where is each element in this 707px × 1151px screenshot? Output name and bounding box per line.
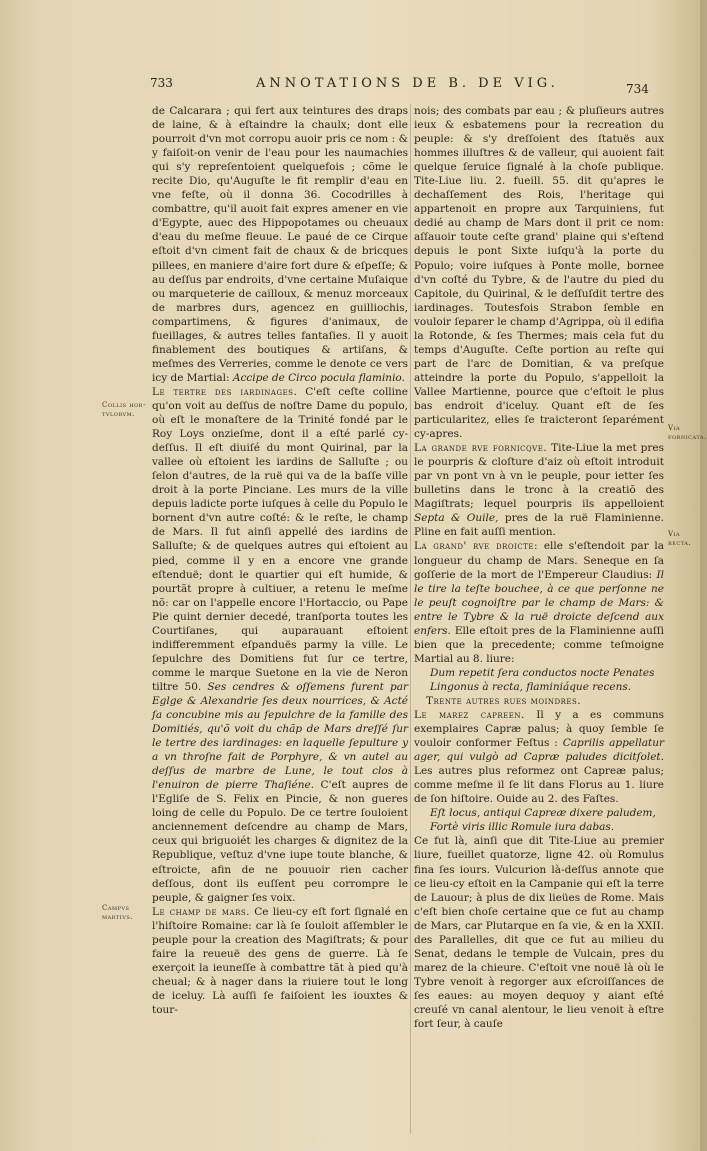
text-marez: Il y a es communs exemplaires Capræ palus; à quoy ſemble ſe vouloir conformer Feſtus : [414, 709, 664, 750]
quote-seneque: Il le tire la teſte bouchee, à ce que perſonne ne le peuſt cognoiſtre par le champ de Mars: & entre le Tybre & la ruë droicte deſcend aux enfers. [414, 568, 664, 637]
verse-martial-1: Dum repetit ſera conductos nocte Penates [430, 666, 655, 679]
text-romulus: Ce fut là, ainſi que dit Tite-Liue au premier liure, fueillet quatorze, ligne 42. où Romulus fina ſes iours. Vulcurion là-deſſus annote que ce lieu-cy eſtoit en la Campanie qui eſt la terre de Lauour; à plus de dix lieües de Rome. Mais c'eſt bien choſe certaine que ce fut au champ de Mars, car Plutarque en ſa vie, & en la XXII. des Parallelles, dit que ce fut au milieu du Senat, dedans le temple de Vulcain, pres du marez de la chieure. C'eſtoit vne nouë là où le Tybre venoit à regorger aux eſcroiſſances de ſes eaues: au moyen dequoy y aiant eſté creuſé vn canal alentour, le lieu venoit à eſtre fort ſeur, à cauſe [414, 835, 664, 1031]
paragraph-tertre [152, 385, 408, 905]
text-felix: C'eſt aupres de l'Egliſe de S. Felix en Pincie, & non gueres loing de celle du Populo. De ce tertre ſouloient anciennement deſcendre au champ de Mars, ceux qui briguoiét les charges & dignitez de la Republique, veſtuz d'vne iupe toute blanche, & eſtroicte, afin de ne pouuoir rien cacher deſſous, dont ils euſſent peu corrompre le peuple, & gaigner ſes voix. [152, 779, 408, 904]
page-header [0, 76, 700, 98]
verse-martial-2: Lingonus à recta, flaminiáque recens. [430, 680, 632, 693]
paragraph-ieux [414, 104, 664, 441]
heading-rue-fornique: La grande rve fornicqve. [414, 442, 548, 455]
text-rue-fornique-end: pres de la ruë Flaminienne. Pline en fait auſſi mention. [414, 512, 665, 539]
heading-champ-de-mars: Le champ de mars. [152, 905, 251, 918]
quote-suetone: Ses cendres & oſſemens furent par Eglge & Alexandrie ſes deux nourrices, & Acté ſa concubine mis au ſepulchre de la famille des Domitiés, qu'õ voit du chãp de Mars dreſſé ſur le tertre des iardinages: en laquelle ſepulture y a vn throſne fait de Porphyre, & vn autel au deſſus de marbre de Lune, le tout clos à l'enuiron de pierre Thaſiéne. [152, 680, 408, 792]
margin-note-collis-hortulorum: Collis hor- tvlorvm. [102, 401, 146, 418]
text-rue-fornique: Tite-Liue la met pres le pourpris & cloſture d'aiz où eſtoit introduit par vn pont vn à vn le peuple, pour ietter ſes bulletins dans le tronc à la creatiõ des Magiſtrats; lequel pourpris ils appelloient [414, 442, 664, 511]
text-circus: de Calcarara ; qui fert aux teintures des draps de laine, & à eſtaindre la chaulx; dont elle pourroit d'vn mot corropu auoir pris ce nom : & y faiſoit-on venir de l'eau pour les naumachies qui s'y repreſentoient quelquefois ; cõme le recite Dio, qu'Auguſte le fit remplir d'eau en vne feſte, où il donna 36. Cocodrilles à combattre, qu'il auoit fait expres amener en vie d'Egypte, auec des Hippopotames ou cheuaux d'eau du meſme fleuue. Le paué de ce Cirque eſtoit d'vn ciment fait de chaux & de bricques pillees, en maniere d'aire fort dure & eſpeſſe; & au deſſus par endroits, d'vne certaine Muſaique ou marqueterie de cailloux, & menuz morceaux de marbres durs, agencez en guilliochis, compartimens, & figures d'animaux, de fueillages, & autres telles fantaſies. Il y auoit finablement des boutiques & artiſans, & meſmes des Verreries, comme le denote ce vers icy de Martial: [152, 105, 408, 384]
margin-note-via-recta: Via recta. [668, 530, 692, 547]
text-marez-end: Les autres plus reformez ont Capreæ palus; comme meſme il ſe lit dans Florus au 1. liure de ſon hiſtoire. Ouide au 2. des Faſtes. [414, 765, 664, 806]
running-title: ANNOTATIONS DE B. DE VIG. [256, 76, 559, 91]
term-septa: Septa & Ouile, [414, 512, 499, 525]
heading-tertre: Le tertre des iardinages. [152, 385, 298, 398]
text-rue-droicte: elle s'eſtendoit par la longueur du champ de Mars. Seneque en ſa goſſerie de la mort de l'Empereur Claudius: [414, 540, 665, 581]
paragraph-circus [152, 104, 408, 385]
right-column [414, 104, 664, 1134]
paragraph-trente-rues: Trente autres rues moindres. [426, 694, 582, 707]
paragraph-rue-droicte [414, 539, 664, 665]
verse-ouide-1: Eſt locus, antiqui Capreæ dixere paludem, [430, 807, 656, 820]
text-ieux: nois; des combats par eau ; & pluſieurs autres ieux & esbatemens pour la recreation du peuple: & s'y dreſſoient des ſtatuës aux hommes illuſtres & de valleur, qui auoient fait quelque ſeruice ſignalé à la choſe publique. Tite-Liue liu. 2. fueill. 55. dit qu'apres le dechaſſement des Rois, l'heritage qui appartenoit en propre aux Tarquiniens, fut dedié au champ de Mars dont il prit ce nom: aſſauoir toute ceſte grand' plaine qui s'eſtend depuis le pont Sixte iuſqu'à la porte du Populo; voire iuſques à Ponte molle, bornee d'vn coſté du Tybre, & de l'autre du pied du Capitole, du Quirinal, & le deſſuſdit tertre des iardinages. Toutesfois Strabon ſemble en vouloir ſeparer le champ d'Agrippa, où il edifia la Rotonde, & ſes Thermes; mais cela fut du temps d'Auguſte. Ceſte portion au reſte qui part de l'arc de Domitian, & va preſque atteindre la porte du Populo, s'appelloit la Vallee Martienne, pource que c'eſtoit le plus bas endroit d'iceluy. Quant eſt de ſes particularitez, elles ſe traicteront ſeparément cy-apres. [414, 105, 664, 441]
paragraph-marez [414, 708, 664, 806]
page-number-right: 734 [626, 82, 649, 96]
text-rue-droicte-end: Elle eſtoit pres de la Flaminienne auſſi bien que la precedente; comme teſmoigne Martial au 8. liure: [414, 624, 665, 665]
paragraph-rue-fornique [414, 441, 664, 539]
paragraph-champ-de-mars [152, 905, 408, 1017]
quote-festus: Caprilis appellatur ager, qui vulgò ad Capræ paludes dicitſolet. [414, 737, 664, 764]
page-number-left: 733 [150, 76, 173, 90]
verse-ouide-2: Fortè viris illic Romule iura dabas. [430, 821, 615, 834]
heading-rue-droicte: La grand' rve droicte: [414, 540, 539, 553]
paragraph-romulus [414, 834, 664, 1031]
heading-marez: Le marez capreen. [414, 709, 525, 722]
margin-note-campus-martius: Campvs martivs. [102, 904, 133, 921]
left-column [152, 104, 408, 1134]
column-divider [410, 104, 411, 1134]
text-champ-de-mars: Ce lieu-cy eſt fort ſignalé en l'hiſtoire Romaine: car là ſe ſouloit aſſembler le peuple pour la creation des Magiſtrats; & pour faire la reueuë des gens de guerre. Là ſe exerçoit la ieuneſſe à combattre tãt à pied qu'à cheual; & à nager dans la riuiere tout le long de iceluy. Là auſſi ſe faiſoient les iouxtes & tour- [152, 905, 408, 1016]
quote-martial: Accipe de Circo pocula flaminio. [232, 371, 405, 384]
text-tertre: C'eſt ceſte colline qu'on voit au deſſus de noſtre Dame du populo, où eſt le monaſtere de la Trinité fondé par le Roy Loys onzieſme, dont il a eſté parlé cy-deſſus. Il eſt diuiſé du mont Quirinal, par la vallee où eſtoient les iardins de Salluſte ; ou ſelon d'autres, de la ruë qui va de la baſſe ville droit à la porte Pinciane. Les murs de la ville depuis ladicte porte iuſques à celle du Populo le bornent d'vn autre coſté: & le reſte, le champ de Mars. Il fut ainſi appellé des iardins de Salluſte; & de quelques autres qui eſtoient au pied, comme il y en a encore vne grande eſtenduë; dont le quartier qui eſt humide, & pourtãt propre à cultiuer, a retenu le meſme nõ: car on l'appelle encore l'Hortaccio, ou Pape Pie quint dernier decedé, tranſporta toutes les Courtiſanes, qui auparauant eſtoient indifferemment eſpanduës parmy la ville. Le ſepulchre des Domitiens fut ſur ce tertre, comme le marque Suetone en la vie de Neron tiltre 50. [152, 385, 408, 693]
margin-note-via-fornicata: Via fornicata. [668, 424, 707, 441]
